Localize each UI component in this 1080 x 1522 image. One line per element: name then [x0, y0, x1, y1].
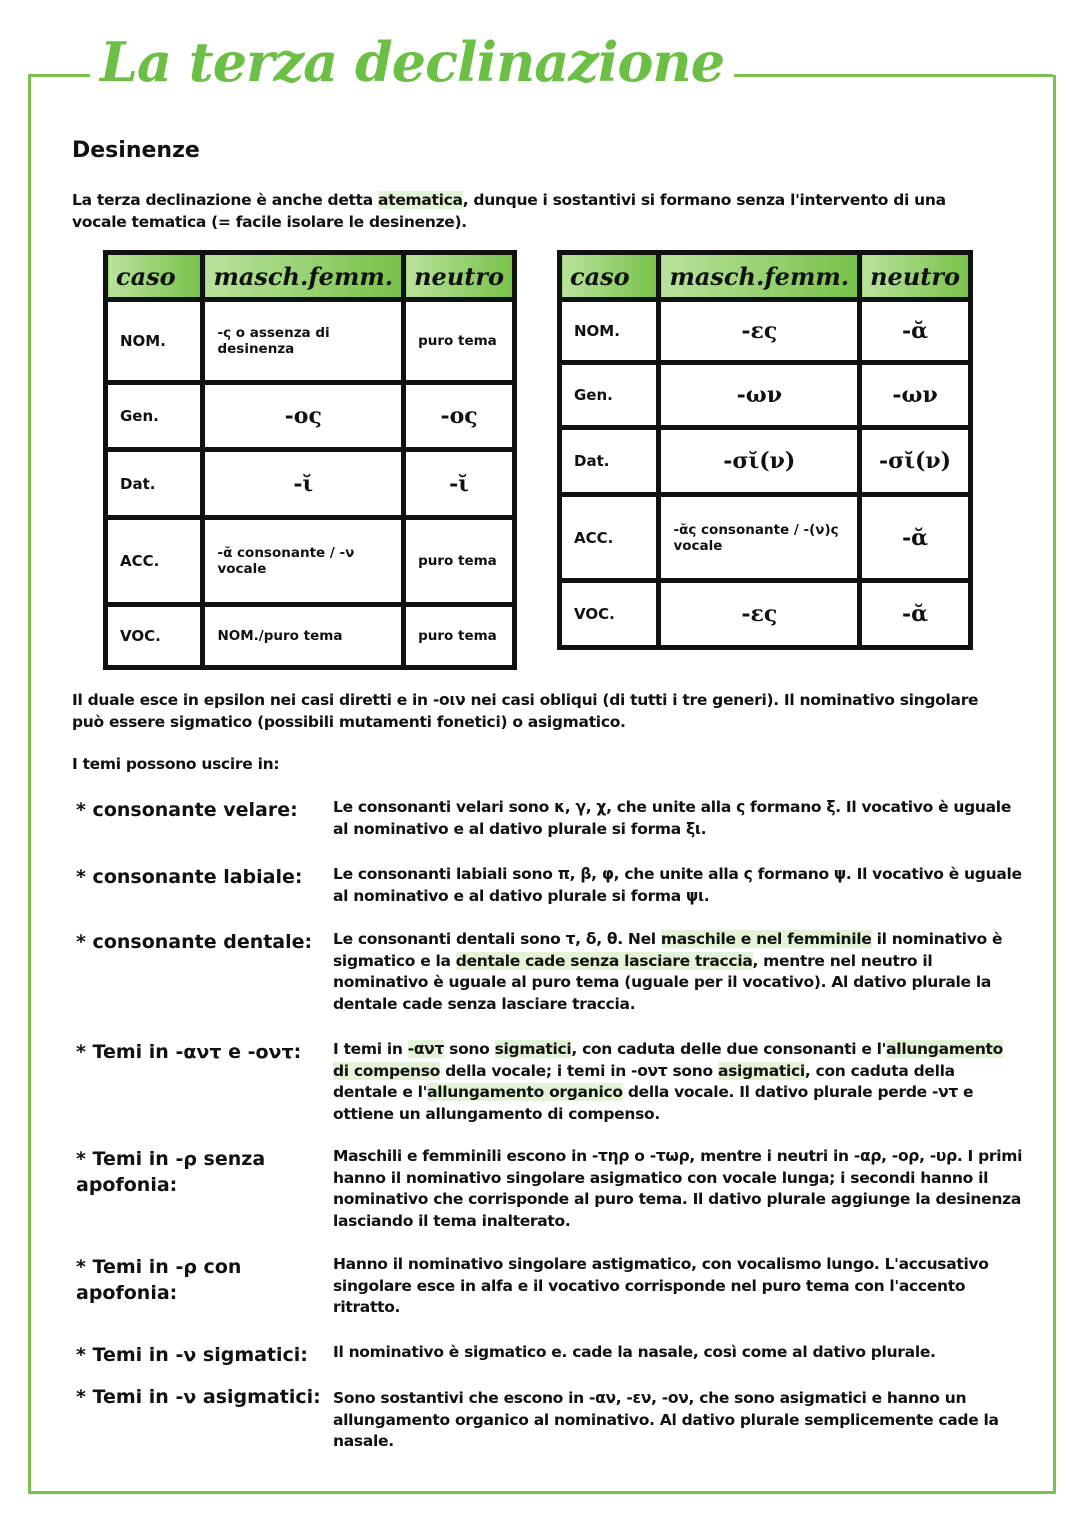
- ending-cell: -ᾰ: [860, 581, 971, 648]
- table-row: [560, 363, 971, 428]
- stem-type-label: * Temi in -αντ e -οντ:: [76, 1041, 302, 1063]
- text-segment: Le consonanti labiali sono π, β, φ, che unite alla ς formano ψ. Il vocativo è uguale al nominativo e al dativo plurale si forma ψι.: [333, 865, 1022, 905]
- stem-type-description: [333, 929, 1023, 1015]
- section-heading: Desinenze: [72, 138, 200, 163]
- text-segment: , con caduta della dentale e l': [333, 1061, 955, 1101]
- table-row: [560, 581, 971, 648]
- text-segment: Maschili e femminili escono in -τηρ o -τωρ, mentre i neutri in -αρ, -ορ, -υρ. I primi hanno il nominativo singolare asigmatico con vocale lunga; i secondi hanno il nominativo che corrisponde al puro tema. Il dativo plurale aggiunge la desinenza lasciando il tema inalterato.: [333, 1147, 1023, 1230]
- highlighted-text: asigmatici: [717, 1061, 805, 1080]
- ending-cell: -ᾰς consonante / -(ν)ς vocale: [659, 495, 860, 581]
- highlighted-text: allungamento di compenso: [333, 1040, 1004, 1080]
- duale-paragraph: [72, 690, 1002, 733]
- stem-type-label: * Temi in -ν asigmatici:: [76, 1386, 321, 1408]
- highlighted-text: dentale cade senza lasciare traccia: [455, 951, 753, 970]
- text-segment: Sono sostantivi che escono in -αν, -εν, -ον, che sono asigmatici e hanno un allungamento organico al nominativo. Al dativo plurale semplicemente cade la nasale.: [333, 1389, 999, 1450]
- text-segment: Le consonanti dentali sono τ, δ, θ. Nel: [333, 930, 661, 948]
- stem-type-description: [333, 797, 1023, 840]
- case-cell: NOM.: [560, 300, 659, 363]
- text-segment: I temi in: [333, 1040, 408, 1058]
- page-title: La terza declinazione: [90, 30, 734, 94]
- stem-type-description: [333, 864, 1023, 907]
- table-row: [106, 383, 515, 450]
- case-cell: ACC.: [106, 518, 203, 605]
- highlighted-text: allungamento organico: [427, 1083, 623, 1101]
- ending-cell: -ες: [659, 300, 860, 363]
- ending-cell: puro tema: [404, 605, 515, 668]
- ending-cell: puro tema: [404, 300, 515, 383]
- table-row: [106, 605, 515, 668]
- stem-type-description: [333, 1039, 1023, 1125]
- text-segment: Hanno il nominativo singolare astigmatico, con vocalismo lungo. L'accusativo singolare esce in alfa e il vocativo corrisponde nel puro tema con l'accento ritratto.: [333, 1255, 989, 1316]
- frame-top-line: [28, 74, 98, 77]
- case-cell: Gen.: [560, 363, 659, 428]
- case-cell: Dat.: [560, 428, 659, 495]
- case-cell: Dat.: [106, 450, 203, 518]
- ending-cell: -σῐ(ν): [860, 428, 971, 495]
- case-cell: NOM.: [106, 300, 203, 383]
- text-segment: della vocale; i temi in -οντ sono: [440, 1061, 718, 1080]
- ending-cell: -ος: [404, 383, 515, 450]
- table-row: [560, 300, 971, 363]
- case-cell: ACC.: [560, 495, 659, 581]
- singular-endings-table: [103, 250, 517, 670]
- ending-cell: -ᾰ: [860, 300, 971, 363]
- ending-cell: -ες: [659, 581, 860, 648]
- text-segment: Il duale esce in epsilon nei casi diretti e in -οιν nei casi obliqui (di tutti i tre generi). Il nominativo singolare può essere sigmatico (possibili mutamenti fonetici) o asigmatico.: [72, 691, 979, 731]
- stem-type-description: [333, 1254, 1023, 1319]
- text-segment: sono: [444, 1040, 495, 1058]
- table-row: [106, 300, 515, 383]
- stem-type-label: * consonante dentale:: [76, 931, 313, 953]
- ending-cell: -ς o assenza di desinenza: [203, 300, 404, 383]
- text-segment: I temi possono uscire in:: [72, 755, 280, 773]
- ending-cell: NOM./puro tema: [203, 605, 404, 668]
- case-cell: VOC.: [106, 605, 203, 668]
- case-cell: VOC.: [560, 581, 659, 648]
- stem-type-label: * Temi in -ρ senza apofonia:: [76, 1148, 266, 1196]
- column-header: neutro: [404, 253, 515, 300]
- text-segment: La terza declinazione è anche detta: [72, 191, 379, 209]
- highlighted-text: atematica: [378, 191, 463, 209]
- highlighted-text: maschile e nel femminile: [660, 930, 872, 948]
- column-header: neutro: [860, 253, 971, 300]
- ending-cell: -ῐ: [203, 450, 404, 518]
- table-row: [106, 518, 515, 605]
- stem-type-label: * Temi in -ν sigmatici:: [76, 1344, 308, 1366]
- stem-type-label: * consonante velare:: [76, 799, 298, 821]
- temi-intro: [72, 754, 1002, 776]
- column-header: caso: [106, 253, 203, 300]
- text-segment: Il nominativo è sigmatico e. cade la nasale, così come al dativo plurale.: [333, 1343, 936, 1361]
- ending-cell: -ος: [203, 383, 404, 450]
- text-segment: , con caduta delle due consonanti e l': [571, 1040, 887, 1058]
- column-header: masch.femm.: [203, 253, 404, 300]
- ending-cell: -ᾰ: [860, 495, 971, 581]
- stem-type-description: [333, 1342, 1023, 1364]
- ending-cell: -σῐ(ν): [659, 428, 860, 495]
- text-segment: Le consonanti velari sono κ, γ, χ, che unite alla ς formano ξ. Il vocativo è uguale al nominativo e al dativo plurale si forma ξι.: [333, 798, 1012, 838]
- stem-type-label: * Temi in -ρ con apofonia:: [76, 1256, 242, 1304]
- ending-cell: puro tema: [404, 518, 515, 605]
- table-row: [560, 495, 971, 581]
- table-row: [106, 450, 515, 518]
- column-header: caso: [560, 253, 659, 300]
- ending-cell: -ων: [659, 363, 860, 428]
- intro-paragraph: [72, 190, 1002, 233]
- case-cell: Gen.: [106, 383, 203, 450]
- ending-cell: -ων: [860, 363, 971, 428]
- ending-cell: -ᾰ consonante / -ν vocale: [203, 518, 404, 605]
- column-header: masch.femm.: [659, 253, 860, 300]
- stem-type-description: [333, 1388, 1023, 1453]
- highlighted-text: sigmatici: [494, 1040, 572, 1058]
- text-segment: , mentre nel neutro il nominativo è uguale al puro tema (uguale per il vocativo). Al dativo plurale la dentale cade senza lasciare traccia.: [333, 951, 991, 1013]
- text-segment: il nominativo è sigmatico e la: [333, 930, 1003, 970]
- plural-endings-table: [557, 250, 973, 650]
- text-segment: della vocale. Il dativo plurale perde -ντ e ottiene un allungamento di compenso.: [333, 1083, 974, 1123]
- table-row: [560, 428, 971, 495]
- text-segment: , dunque i sostantivi si formano senza l'intervento di una vocale tematica (= facile isolare le desinenze).: [72, 191, 946, 231]
- stem-type-label: * consonante labiale:: [76, 866, 303, 888]
- stem-type-description: [333, 1146, 1023, 1232]
- highlighted-text: -αντ: [407, 1040, 445, 1058]
- ending-cell: -ῐ: [404, 450, 515, 518]
